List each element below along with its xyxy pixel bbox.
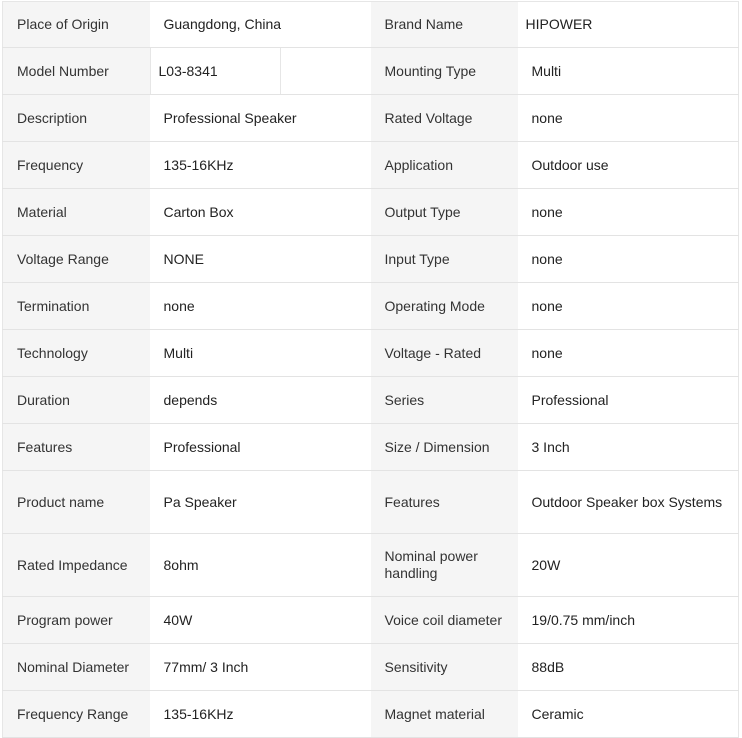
spec-value: Professional Speaker: [150, 95, 371, 142]
spec-value: none: [518, 330, 739, 377]
spec-label: Termination: [3, 283, 150, 330]
table-row: [3, 2, 739, 48]
spec-value: 19/0.75 mm/inch: [518, 597, 739, 644]
spec-label: Application: [371, 142, 518, 189]
spec-label: Brand Name: [371, 2, 518, 48]
table-row: [3, 424, 739, 471]
spec-value: Pa Speaker: [150, 471, 371, 534]
spec-value: 77mm/ 3 Inch: [150, 644, 371, 691]
table-row: [3, 236, 739, 283]
spec-label: Voltage Range: [3, 236, 150, 283]
spec-label: Duration: [3, 377, 150, 424]
table-row: [3, 95, 739, 142]
table-row: [3, 644, 739, 691]
spec-label: Product name: [3, 471, 150, 534]
spec-label: Series: [371, 377, 518, 424]
spec-value: NONE: [150, 236, 371, 283]
spec-label: Size / Dimension: [371, 424, 518, 471]
spec-value: 20W: [518, 534, 739, 597]
spec-value: 88dB: [518, 644, 739, 691]
spec-label: Rated Impedance: [3, 534, 150, 597]
spec-label: Nominal Diameter: [3, 644, 150, 691]
spec-value: 40W: [150, 597, 371, 644]
spec-value: Carton Box: [150, 189, 371, 236]
table-row: [3, 283, 739, 330]
table-row: [3, 189, 739, 236]
table-row: [3, 597, 739, 644]
spec-value: none: [518, 283, 739, 330]
spec-label: Features: [3, 424, 150, 471]
spec-value: 135-16KHz: [150, 691, 371, 738]
spec-label: Model Number: [3, 48, 150, 95]
spec-label: Description: [3, 95, 150, 142]
spec-label: Input Type: [371, 236, 518, 283]
spec-label: Output Type: [371, 189, 518, 236]
table-row: [3, 471, 739, 534]
table-row: [3, 48, 739, 95]
spec-value: Guangdong, China: [150, 2, 371, 48]
spec-value: none: [518, 236, 739, 283]
spec-label: Technology: [3, 330, 150, 377]
spec-label: Voice coil diameter: [371, 597, 518, 644]
spec-value: 3 Inch: [518, 424, 739, 471]
spec-value-cell: [150, 48, 371, 95]
product-spec-table: [2, 1, 739, 738]
spec-value: none: [150, 283, 371, 330]
table-row: [3, 377, 739, 424]
spec-value: depends: [150, 377, 371, 424]
spec-label: Sensitivity: [371, 644, 518, 691]
spec-label: Frequency Range: [3, 691, 150, 738]
spec-label: Rated Voltage: [371, 95, 518, 142]
spec-value: Professional: [518, 377, 739, 424]
spec-value: none: [518, 95, 739, 142]
spec-value: Professional: [150, 424, 371, 471]
spec-label: Place of Origin: [3, 2, 150, 48]
spec-label: Program power: [3, 597, 150, 644]
spec-label: Operating Mode: [371, 283, 518, 330]
spec-value: 135-16KHz: [150, 142, 371, 189]
table-row: [3, 534, 739, 597]
spec-value: Multi: [150, 330, 371, 377]
spec-value: HIPOWER: [518, 2, 739, 48]
spec-value: none: [518, 189, 739, 236]
spec-value: Outdoor use: [518, 142, 739, 189]
table-row: [3, 142, 739, 189]
spec-label: Mounting Type: [371, 48, 518, 95]
spec-label: Nominal power handling: [371, 534, 518, 597]
spec-label: Voltage - Rated: [371, 330, 518, 377]
spec-value: Outdoor Speaker box Systems: [518, 471, 739, 534]
spec-value: L03-8341: [150, 48, 281, 94]
spec-label: Material: [3, 189, 150, 236]
spec-label: Frequency: [3, 142, 150, 189]
spec-value: Ceramic: [518, 691, 739, 738]
spec-label: Magnet material: [371, 691, 518, 738]
spec-value: Multi: [518, 48, 739, 95]
table-row: [3, 691, 739, 738]
spec-label: Features: [371, 471, 518, 534]
table-row: [3, 330, 739, 377]
spec-value: 8ohm: [150, 534, 371, 597]
